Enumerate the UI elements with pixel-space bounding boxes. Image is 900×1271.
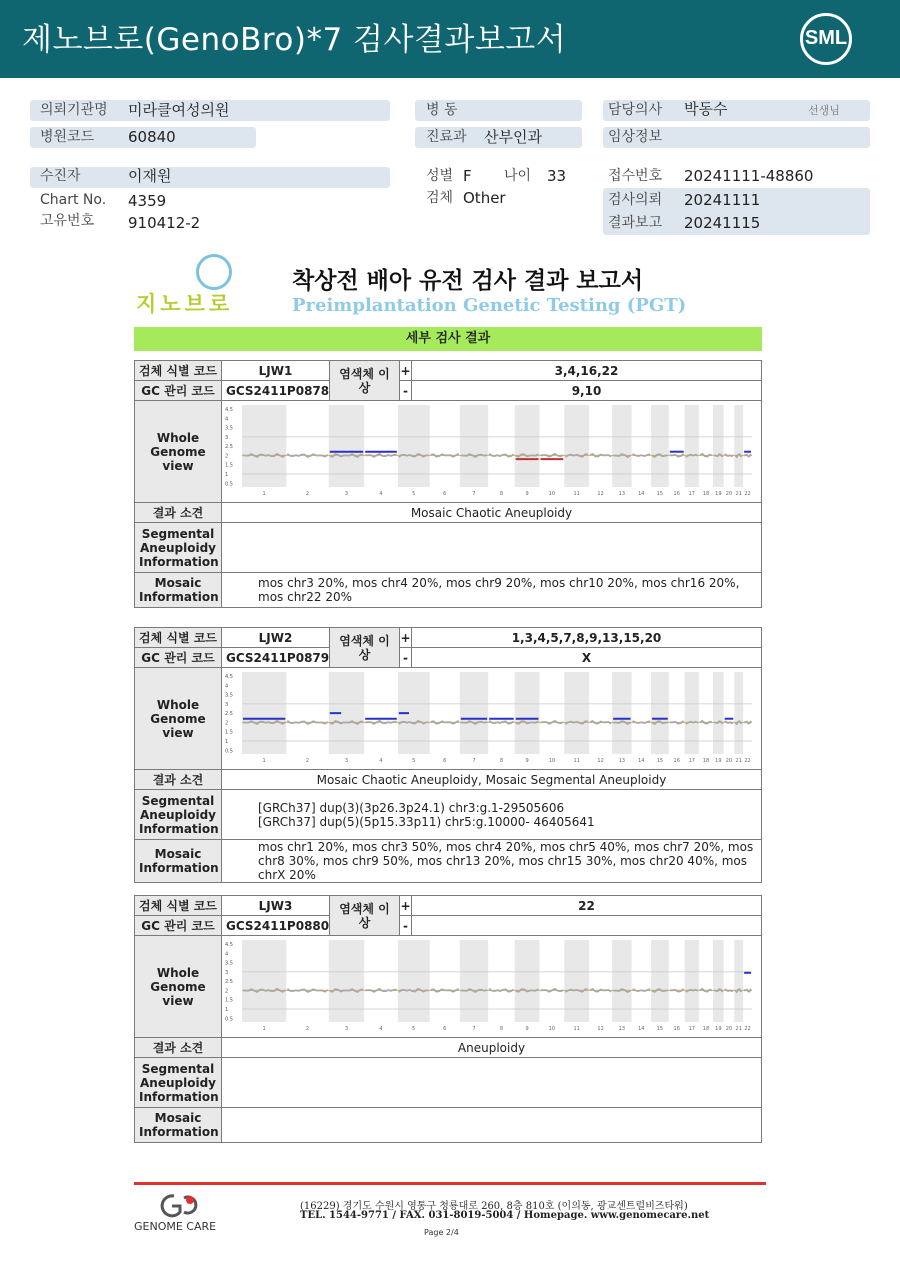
y-tick-label: 1 [225, 739, 229, 745]
report-title-korean: 착상전 배아 유전 검사 결과 보고서 [292, 268, 644, 294]
x-tick-label: 3 [344, 758, 349, 764]
sample-code-value: LJW3 [222, 896, 330, 916]
gc-code-value: GCS2411P0878 [222, 381, 330, 401]
section-title: 세부 검사 결과 [134, 327, 762, 351]
x-tick-label: 15 [656, 491, 664, 497]
gain-chromosomes: 22 [412, 896, 762, 916]
chromosome-band [713, 405, 724, 487]
document-title: 제노브로(GenoBro)*7 검사결과보고서 [22, 22, 567, 58]
chart-no-value: 4359 [128, 192, 167, 210]
segmental-value [222, 790, 762, 840]
sample-table-2 [134, 627, 762, 883]
x-tick-label: 20 [725, 758, 733, 764]
patient-id-value: 910412-2 [128, 214, 201, 232]
y-tick-label: 4.5 [225, 674, 233, 680]
x-tick-label: 20 [725, 491, 733, 497]
x-tick-label: 8 [499, 758, 504, 764]
mosaic-label: Mosaic Information [135, 573, 222, 608]
sex-value: F [463, 167, 472, 185]
chromosome-band [242, 405, 286, 487]
abnormal-label: 염색체 이상 [330, 896, 400, 936]
footer-divider [134, 1182, 766, 1185]
age-label: 나이 [504, 168, 532, 184]
whole-genome-chart [222, 401, 755, 499]
x-tick-label: 22 [744, 1026, 751, 1032]
chromosome-band [734, 672, 743, 754]
report-date-label: 결과보고 [608, 215, 663, 231]
chromosome-band [242, 672, 286, 754]
x-tick-label: 20 [725, 1026, 733, 1032]
x-tick-label: 21 [735, 1026, 742, 1032]
x-tick-label: 11 [573, 491, 580, 497]
x-tick-label: 1 [262, 758, 266, 764]
result-value: Aneuploidy [222, 1038, 762, 1058]
institution-label: 의뢰기관명 [40, 102, 108, 118]
sample-code-label: 검체 식별 코드 [135, 896, 222, 916]
plus-sign: + [400, 896, 412, 916]
x-tick-label: 12 [597, 1026, 604, 1032]
result-label: 결과 소견 [135, 503, 222, 523]
copy-number-trace [744, 721, 751, 724]
x-tick-label: 9 [525, 491, 529, 497]
age-value: 33 [547, 167, 567, 185]
mosaic-value: mos chr3 20%, mos chr4 20%, mos chr9 20%, mos chr10 20%, mos chr16 20%, mos chr22 20% [222, 573, 762, 608]
minus-sign: - [400, 648, 412, 668]
x-tick-label: 18 [702, 491, 710, 497]
x-tick-label: 2 [305, 491, 310, 497]
patient-id-label: 고유번호 [40, 213, 95, 229]
x-tick-label: 10 [548, 1026, 556, 1032]
copy-number-trace [590, 989, 611, 992]
chromosome-band [398, 405, 430, 487]
mosaic-label: Mosaic Information [135, 1108, 222, 1143]
report-date-value: 20241115 [684, 214, 761, 232]
x-tick-label: 6 [443, 1026, 447, 1032]
sml-logo-text: SML [804, 27, 848, 49]
x-tick-label: 2 [305, 1026, 310, 1032]
x-tick-label: 22 [744, 758, 751, 764]
x-tick-label: 7 [472, 758, 476, 764]
loss-chromosomes: X [412, 648, 762, 668]
chromosome-band [734, 940, 743, 1022]
receipt-label: 접수번호 [608, 168, 663, 184]
genome-care-logo-icon [150, 1190, 210, 1220]
footer-contact: TEL. 1544-9771 / FAX. 031-8019-5004 / Homepage. www.genomecare.net [300, 1210, 710, 1221]
abnormal-label: 염색체 이상 [330, 628, 400, 668]
segmental-line-2: [GRCh37] dup(5)(5p15.33p11) chr5:g.10000- 46405641 [258, 814, 595, 829]
loss-chromosomes [412, 916, 762, 936]
company-name: GENOME CARE [134, 1220, 217, 1233]
y-tick-label: 2 [225, 720, 229, 727]
y-tick-label: 1.5 [225, 729, 233, 736]
copy-number-trace [541, 989, 564, 992]
chromosome-band [329, 940, 364, 1022]
x-tick-label: 19 [715, 1026, 722, 1032]
segmental-value [222, 1058, 762, 1108]
chromosome-band [398, 940, 430, 1022]
x-tick-label: 5 [412, 758, 416, 764]
x-tick-label: 13 [618, 491, 626, 497]
genobro-logo-icon [196, 254, 232, 290]
chromosome-band [515, 405, 540, 487]
request-date-label: 검사의뢰 [608, 192, 663, 208]
chromosome-band [612, 672, 631, 754]
chromosome-band [651, 672, 669, 754]
result-label: 결과 소견 [135, 1038, 222, 1058]
abnormal-label: 염색체 이상 [330, 361, 400, 401]
y-tick-label: 2.5 [225, 444, 233, 451]
x-tick-label: 14 [638, 758, 645, 764]
x-tick-label: 14 [638, 491, 645, 497]
y-tick-label: 1.5 [225, 462, 233, 469]
x-tick-label: 16 [673, 758, 680, 764]
mosaic-value [222, 1108, 762, 1143]
x-tick-label: 3 [344, 491, 349, 497]
minus-sign: - [400, 916, 412, 936]
x-tick-label: 9 [525, 758, 529, 764]
gc-code-label: GC 관리 코드 [135, 648, 222, 668]
copy-number-trace [365, 989, 397, 992]
sample-table-1 [134, 360, 762, 608]
x-tick-label: 4 [379, 491, 383, 497]
chromosome-band [685, 405, 699, 487]
y-tick-label: 2.5 [225, 711, 233, 718]
doctor-value: 박동수 [684, 100, 728, 118]
chromosome-band [685, 672, 699, 754]
department-value: 산부인과 [484, 128, 542, 146]
y-tick-label: 3.5 [225, 692, 233, 699]
doctor-label: 담당의사 [608, 102, 663, 118]
copy-number-trace [633, 989, 651, 991]
gc-code-value: GCS2411P0879 [222, 648, 330, 668]
chromosome-band [651, 940, 669, 1022]
x-tick-label: 10 [548, 758, 556, 764]
x-tick-label: 21 [735, 758, 742, 764]
x-tick-label: 13 [618, 758, 626, 764]
doctor-suffix: 선생님 [808, 104, 840, 117]
y-tick-label: 3.5 [225, 960, 233, 967]
report-title-english: Preimplantation Genetic Testing (PGT) [292, 295, 687, 316]
chromosome-band [685, 940, 699, 1022]
x-tick-label: 15 [656, 1026, 664, 1032]
x-tick-label: 4 [379, 1026, 383, 1032]
copy-number-trace [725, 454, 734, 456]
x-tick-label: 17 [688, 1026, 695, 1032]
whole-genome-cell [222, 936, 762, 1038]
y-tick-label: 0.5 [225, 1016, 233, 1023]
chromosome-band [734, 405, 743, 487]
sample-code-label: 검체 식별 코드 [135, 361, 222, 381]
y-tick-label: 2 [225, 453, 229, 460]
chromosome-band [515, 672, 540, 754]
institution-value: 미라클여성의원 [128, 101, 230, 119]
copy-number-trace [725, 721, 734, 723]
y-tick-label: 2.5 [225, 979, 233, 986]
receipt-value: 20241111-48860 [684, 167, 814, 185]
gc-code-value: GCS2411P0880 [222, 916, 330, 936]
copy-number-trace [365, 721, 397, 724]
copy-number-trace [744, 454, 751, 457]
sample-code-value: LJW2 [222, 628, 330, 648]
plus-sign: + [400, 361, 412, 381]
chromosome-band [564, 672, 589, 754]
y-tick-label: 3 [225, 434, 229, 441]
y-tick-label: 4.5 [225, 942, 233, 948]
x-tick-label: 12 [597, 491, 604, 497]
copy-number-trace [590, 454, 611, 457]
whole-genome-label: Whole Genome view [135, 936, 222, 1038]
x-tick-label: 15 [656, 758, 664, 764]
gain-chromosomes: 1,3,4,5,7,8,9,13,15,20 [412, 628, 762, 648]
y-tick-label: 0.5 [225, 481, 233, 488]
y-tick-label: 1 [225, 472, 229, 478]
x-tick-label: 18 [702, 1026, 710, 1032]
chart-no-label: Chart No. [40, 192, 107, 208]
y-tick-label: 4 [225, 951, 229, 958]
chromosome-band [651, 405, 669, 487]
mosaic-value: mos chr1 20%, mos chr3 50%, mos chr4 20%, mos chr5 40%, mos chr7 20%, mos chr8 30%, mos chr9 50%, mos chr13 20%, mos chr15 30%, mos chr20 40%, mos chrX 20% [222, 840, 762, 883]
x-tick-label: 16 [673, 1026, 680, 1032]
x-tick-label: 4 [379, 758, 383, 764]
x-tick-label: 1 [262, 491, 266, 497]
y-tick-label: 4 [225, 416, 229, 423]
whole-genome-label: Whole Genome view [135, 401, 222, 503]
copy-number-trace [590, 721, 611, 724]
x-tick-label: 11 [573, 1026, 580, 1032]
x-tick-label: 16 [673, 491, 680, 497]
minus-sign: - [400, 381, 412, 401]
chromosome-band [612, 940, 631, 1022]
x-tick-label: 22 [744, 491, 751, 497]
copy-number-trace [670, 721, 684, 724]
segmental-value [222, 523, 762, 573]
y-tick-label: 0.5 [225, 748, 233, 755]
copy-number-trace [633, 454, 651, 456]
specimen-label: 검체 [426, 190, 454, 206]
whole-genome-chart [222, 936, 755, 1034]
specimen-value: Other [463, 189, 506, 207]
segmental-label: Segmental Aneuploidy Information [135, 523, 222, 573]
page-number: Page 2/4 [424, 1228, 459, 1237]
mosaic-label: Mosaic Information [135, 840, 222, 883]
chromosome-band [329, 405, 364, 487]
hospital-code-value: 60840 [128, 128, 176, 146]
x-tick-label: 19 [715, 758, 722, 764]
header-bar [0, 0, 900, 78]
x-tick-label: 7 [472, 491, 476, 497]
chromosome-band [713, 940, 724, 1022]
copy-number-trace [744, 989, 751, 992]
ward-label: 병 동 [426, 102, 458, 118]
y-tick-label: 2 [225, 988, 229, 995]
patient-name-value: 이재원 [128, 167, 172, 185]
genobro-logo-text: 지노브로 [136, 292, 234, 316]
x-tick-label: 13 [618, 1026, 626, 1032]
x-tick-label: 12 [597, 758, 604, 764]
sample-code-label: 검체 식별 코드 [135, 628, 222, 648]
copy-number-trace [725, 989, 734, 991]
plus-sign: + [400, 628, 412, 648]
footer-address: (16229) 경기도 수원시 영통구 청룡대로 260, 8층 810호 (이의동, 광교센트럴비즈타워) [300, 1201, 688, 1212]
hospital-code-label: 병원코드 [40, 129, 95, 145]
x-tick-label: 21 [735, 491, 742, 497]
x-tick-label: 6 [443, 758, 447, 764]
chromosome-band [564, 940, 589, 1022]
x-tick-label: 2 [305, 758, 310, 764]
x-tick-label: 8 [499, 491, 504, 497]
patient-name-box [30, 167, 390, 188]
copy-number-trace [670, 454, 684, 457]
result-value: Mosaic Chaotic Aneuploidy, Mosaic Segmental Aneuploidy [222, 770, 762, 790]
clinical-label: 임상정보 [608, 129, 663, 145]
result-value: Mosaic Chaotic Aneuploidy [222, 503, 762, 523]
y-tick-label: 3 [225, 969, 229, 976]
x-tick-label: 9 [525, 1026, 529, 1032]
x-tick-label: 5 [412, 1026, 416, 1032]
y-tick-label: 4 [225, 683, 229, 690]
result-label: 결과 소견 [135, 770, 222, 790]
x-tick-label: 8 [499, 1026, 504, 1032]
y-tick-label: 4.5 [225, 407, 233, 413]
whole-genome-label: Whole Genome view [135, 668, 222, 770]
y-tick-label: 1 [225, 1007, 229, 1013]
chromosome-band [460, 672, 488, 754]
gc-code-label: GC 관리 코드 [135, 381, 222, 401]
x-tick-label: 17 [688, 491, 695, 497]
copy-number-trace [541, 454, 564, 457]
gain-chromosomes: 3,4,16,22 [412, 361, 762, 381]
x-tick-label: 17 [688, 758, 695, 764]
chromosome-band [515, 940, 540, 1022]
x-tick-label: 19 [715, 491, 722, 497]
chromosome-band [242, 940, 286, 1022]
chromosome-band [460, 405, 488, 487]
sample-code-value: LJW1 [222, 361, 330, 381]
sex-label: 성별 [426, 168, 454, 184]
x-tick-label: 7 [472, 1026, 476, 1032]
x-tick-label: 18 [702, 758, 710, 764]
copy-number-trace [431, 721, 459, 724]
copy-number-trace [431, 454, 459, 457]
whole-genome-cell [222, 668, 762, 770]
gc-code-label: GC 관리 코드 [135, 916, 222, 936]
department-label: 진료과 [426, 129, 467, 145]
segmental-label: Segmental Aneuploidy Information [135, 1058, 222, 1108]
x-tick-label: 14 [638, 1026, 645, 1032]
x-tick-label: 10 [548, 491, 556, 497]
copy-number-trace [670, 989, 684, 992]
x-tick-label: 5 [412, 491, 416, 497]
y-tick-label: 3.5 [225, 425, 233, 432]
y-tick-label: 1.5 [225, 997, 233, 1004]
x-tick-label: 11 [573, 758, 580, 764]
x-tick-label: 1 [262, 1026, 266, 1032]
sample-table-3 [134, 895, 762, 1143]
y-tick-label: 3 [225, 701, 229, 708]
loss-chromosomes: 9,10 [412, 381, 762, 401]
chromosome-band [612, 405, 631, 487]
copy-number-trace [633, 721, 651, 723]
copy-number-trace [365, 454, 397, 457]
request-date-value: 20241111 [684, 191, 761, 209]
chromosome-band [564, 405, 589, 487]
segmental-label: Segmental Aneuploidy Information [135, 790, 222, 840]
whole-genome-cell [222, 401, 762, 503]
chromosome-band [460, 940, 488, 1022]
chromosome-band [713, 672, 724, 754]
whole-genome-chart [222, 668, 755, 766]
x-tick-label: 3 [344, 1026, 349, 1032]
segmental-line-1: [GRCh37] dup(3)(3p26.3p24.1) chr3:g.1-29505606 [258, 800, 565, 815]
copy-number-trace [431, 989, 459, 992]
x-tick-label: 6 [443, 491, 447, 497]
copy-number-trace [541, 721, 564, 724]
patient-name-label: 수진자 [40, 168, 81, 184]
